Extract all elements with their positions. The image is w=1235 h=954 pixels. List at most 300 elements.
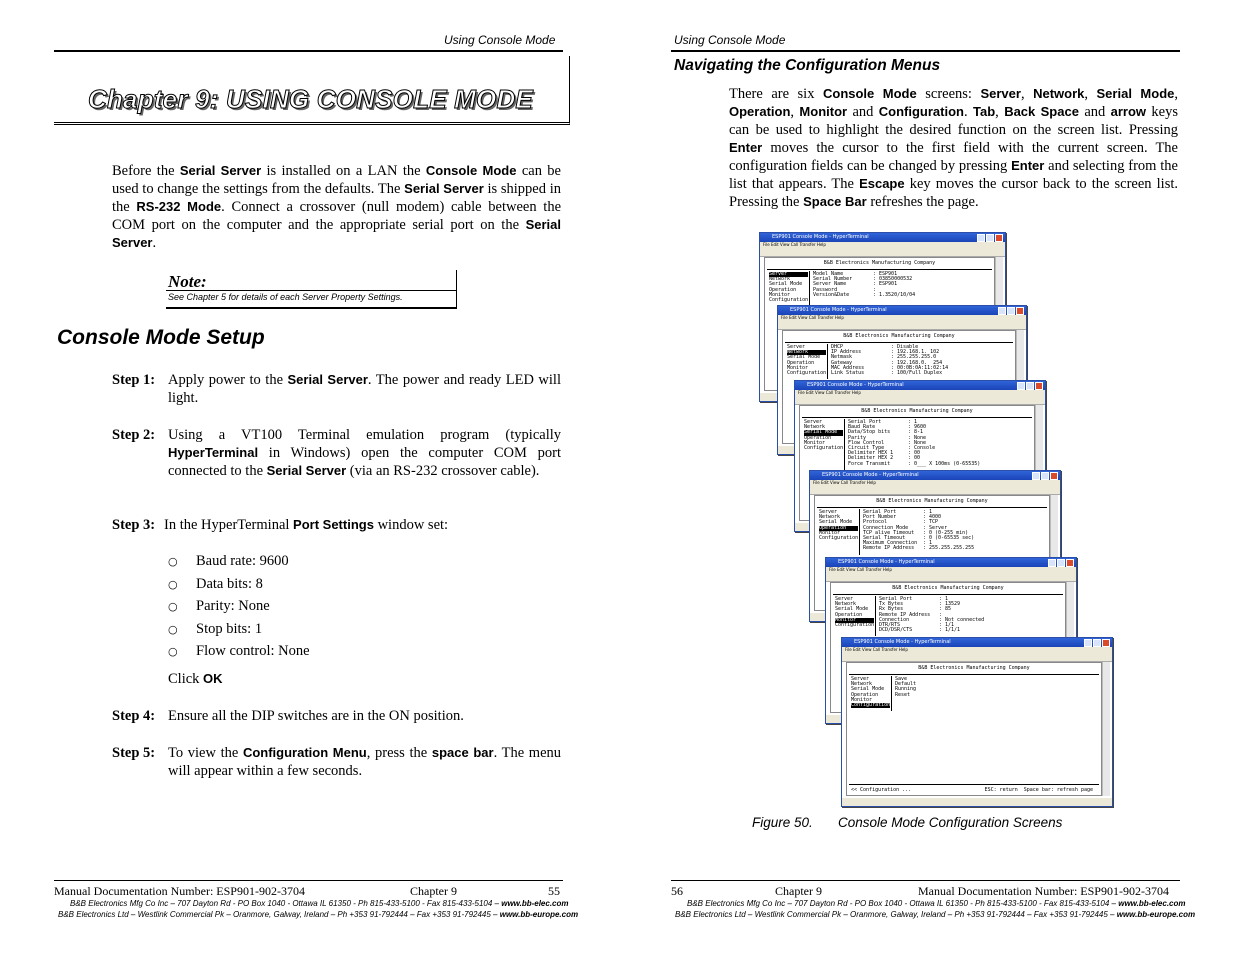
terminal-menu-item[interactable]: Server [835, 596, 854, 602]
footer-link-eu[interactable]: www.bb-europe.com [499, 910, 579, 919]
terminal-footer [851, 788, 1097, 793]
terminal-company-header: B&B Electronics Manufacturing Company [823, 260, 936, 266]
text-run: is installed on a LAN the [261, 163, 426, 179]
intro-paragraph [112, 162, 561, 252]
step-2 [112, 426, 561, 480]
text-run: Space Bar [803, 194, 867, 209]
window-controls [1031, 472, 1058, 484]
text-run: To view the [168, 745, 243, 761]
terminal-separator [785, 342, 1013, 343]
footer-address-us-right: B&B Electronics Mfg Co Inc – 707 Dayton Rd - PO Box 1040 - Ottawa IL 61350 - Ph 815-433-5100 - Fax 815-433-5104 – www.bb-elec.com [687, 899, 1186, 908]
running-head-right: Using Console Mode [674, 33, 786, 47]
close-icon[interactable] [1050, 472, 1058, 480]
terminal-field-label: Maximum Connection [863, 540, 918, 547]
terminal-field-label: Data/Stop bits [848, 429, 891, 436]
terminal-menu-item[interactable]: Monitor [835, 618, 874, 623]
terminal-field-label: Serial Port [879, 596, 913, 602]
terminal-menu-list [851, 677, 890, 708]
section-title-console-mode-setup: Console Mode Setup [57, 326, 265, 349]
text-run: refreshes the page. [866, 194, 979, 210]
text-run: Escape [859, 176, 905, 191]
terminal-company-header: B&B Electronics Manufacturing Company [861, 408, 973, 414]
terminal-field-label: Baud Rate [848, 424, 876, 431]
terminal-field-value[interactable]: : [939, 611, 943, 618]
text-run: is shipped in the [112, 181, 561, 215]
terminal-field-label: Rx Bytes [879, 606, 904, 613]
window-title-bar [778, 306, 1026, 315]
terminal-column-divider [809, 271, 810, 306]
text-run: In the HyperTerminal [164, 517, 294, 533]
terminal-field-values [923, 510, 974, 552]
step-text [168, 371, 561, 407]
terminal-field-value[interactable]: : 255.255.255.255 [923, 545, 975, 552]
right-page [617, 0, 1235, 954]
window-controls [976, 234, 1003, 246]
terminal-menu-item[interactable]: Network [787, 350, 826, 355]
terminal-field-value[interactable]: : ESP901 [873, 281, 898, 288]
terminal-field-label: Serial Number [813, 276, 853, 283]
terminal-field-value[interactable]: : 255.255.255.0 [891, 354, 937, 361]
terminal-field-label: Flow Control [848, 439, 885, 446]
step-label: Step 1: [112, 372, 156, 388]
terminal-field-labels [848, 420, 893, 467]
maximize-icon[interactable] [1041, 472, 1049, 480]
footer-chapter-right: Chapter 9 [775, 884, 822, 898]
terminal-field-label: Remote IP Address [863, 545, 915, 552]
terminal-menu-item[interactable]: Configuration [804, 445, 844, 452]
terminal-field-label: DCD/DSR/CTS [879, 627, 913, 634]
terminal-field-label: Connection Mode [863, 524, 909, 531]
text-run: Serial Server [112, 217, 561, 250]
text-run: Console Mode [822, 86, 917, 101]
minimize-icon[interactable] [977, 234, 985, 242]
terminal-area [846, 662, 1102, 796]
text-run: , [995, 104, 1005, 120]
terminal-field-value[interactable]: : 00:0B:0A:11:02:14 [891, 364, 949, 371]
text-run: , [1020, 86, 1034, 102]
text-run: , [1174, 86, 1178, 102]
text-run: Back Space [1004, 104, 1079, 119]
window-menu-bar: File Edit View Call Transfer Help [810, 480, 1060, 486]
terminal-menu-item[interactable]: Monitor [804, 439, 826, 446]
terminal-menu-list [835, 597, 874, 628]
terminal-field-value[interactable]: : 00 [908, 455, 921, 462]
text-run: in Windows) open the computer COM port connected to the [168, 445, 561, 479]
terminal-menu-list [787, 345, 826, 376]
window-toolbar [810, 486, 1060, 495]
footer-chapter: Chapter 9 [410, 884, 457, 898]
terminal-field-value[interactable]: : [873, 286, 877, 293]
text-run: There are six [729, 86, 823, 102]
terminal-field-value[interactable]: : 1 [939, 596, 949, 602]
terminal-menu-item[interactable]: Serial Mode [804, 430, 843, 435]
terminal-field-label: Serial Port [863, 509, 897, 515]
terminal-field-label: Serial Port [848, 419, 882, 425]
terminal-field-label: Circuit Type [848, 445, 885, 452]
text-run: HyperTerminal [168, 445, 259, 460]
terminal-field-value[interactable]: : 1 [908, 419, 918, 425]
header-rule [54, 50, 563, 52]
text-run: . The power and ready LED will light. [168, 372, 561, 406]
terminal-field-value[interactable]: : 13529 [939, 601, 961, 608]
terminal-menu-item[interactable]: Serial Mode [819, 519, 853, 526]
window-toolbar [778, 321, 1026, 330]
footer-link-us[interactable]: www.bb-elec.com [501, 899, 569, 908]
terminal-field-value[interactable]: : Disable [891, 344, 919, 350]
terminal-field-value[interactable]: : 03850000532 [873, 276, 913, 283]
terminal-menu-item[interactable]: Monitor [851, 696, 873, 703]
window-title-bar [826, 558, 1076, 567]
terminal-field-value[interactable]: : ESP901 [873, 271, 898, 277]
terminal-field-label: Port Number [863, 514, 897, 521]
text-run: Serial Mode [1096, 86, 1175, 101]
footer-link-us-right[interactable]: www.bb-elec.com [1118, 899, 1186, 908]
terminal-separator [767, 269, 992, 270]
close-icon[interactable] [1016, 307, 1024, 315]
text-run: (via an RS-232 crossover cable). [346, 463, 540, 479]
terminal-menu-item[interactable]: Serial Mode [851, 686, 885, 693]
terminal-footer-right: ESC: return Space bar: refresh page [984, 786, 1093, 793]
figure-console-screens [759, 232, 1119, 807]
terminal-field-value[interactable]: : 192.168.0. 254 [891, 359, 943, 366]
terminal-menu-item[interactable]: Network [769, 276, 791, 283]
text-run: Serial Server [287, 372, 368, 387]
footer-page-number: 55 [548, 884, 560, 898]
terminal-menu-item[interactable]: Configuration [851, 702, 891, 709]
terminal-field-value[interactable]: : 1/1/1 [939, 627, 961, 634]
terminal-field-value[interactable]: : 1 [923, 509, 933, 515]
terminal-field-values [939, 597, 984, 633]
console-window-6 [841, 637, 1113, 807]
window-title: ESP901 Console Mode - HyperTerminal [790, 307, 887, 313]
terminal-separator [802, 417, 1032, 418]
figure-label: Figure 50. [752, 815, 813, 830]
terminal-field-label: Delimiter HEX 1 [848, 450, 894, 457]
text-run: . The menu will appear within a few seconds. [168, 745, 562, 779]
window-menu-bar: File Edit View Call Transfer Help [842, 647, 1112, 653]
terminal-menu-item[interactable]: Configuration [835, 622, 875, 629]
terminal-field-label: Reset [895, 691, 911, 698]
terminal-field-value[interactable]: : Console [908, 445, 936, 452]
maximize-icon[interactable] [1057, 559, 1065, 567]
footer-rule [54, 880, 563, 881]
terminal-field-label: Netmask [831, 354, 853, 361]
text-run: Apply power to the [168, 372, 288, 388]
text-run: . Connect a crossover (null modem) cable between the COM port on the computer and the appropriate serial port on the [112, 199, 562, 233]
terminal-menu-item[interactable]: Server [787, 344, 806, 350]
window-title-bar [810, 471, 1060, 480]
terminal-field-label: Force Transmit [848, 460, 891, 467]
text-run: moves the cursor to the first field with the current screen. The configuration fields can be changed by pressing [729, 140, 1178, 174]
terminal-field-value[interactable]: : 1/1 [939, 622, 955, 629]
terminal-menu-item[interactable]: Server [769, 272, 808, 277]
text-run: . [152, 235, 157, 251]
terminal-menu-item[interactable]: Configuration [787, 370, 827, 377]
close-icon[interactable] [1102, 639, 1110, 647]
note-title: Note: [168, 272, 207, 291]
terminal-field-label: MAC Address [831, 364, 865, 371]
terminal-company-header: B&B Electronics Manufacturing Company [843, 333, 955, 339]
terminal-field-label: Parity [848, 434, 867, 441]
terminal-field-label: Version&Date [813, 291, 850, 298]
window-title-bar [795, 381, 1045, 390]
text-run: Server [980, 86, 1021, 101]
terminal-menu-item[interactable]: Serial Mode [769, 281, 803, 288]
terminal-field-value[interactable]: : 1 [923, 540, 933, 547]
step-text [164, 516, 561, 534]
text-run: RS-232 Mode [136, 199, 222, 214]
window-title-bar [760, 233, 1005, 242]
terminal-menu-item[interactable]: Server [804, 419, 823, 425]
terminal-field-value[interactable]: : 8-1 [908, 429, 924, 436]
navigation-paragraph [729, 85, 1178, 211]
text-run: Configuration [878, 104, 964, 119]
window-menu-bar: File Edit View Call Transfer Help [826, 567, 1076, 573]
text-run: and [1078, 104, 1111, 120]
terminal-field-value[interactable]: : None [908, 434, 927, 441]
text-run: Ensure all the DIP switches are in the ON position. [168, 708, 464, 724]
terminal-field-label: DHCP [831, 344, 844, 350]
terminal-field-value[interactable]: : 00 [908, 450, 921, 457]
scrollbar [1102, 662, 1110, 796]
terminal-field-value[interactable]: : 85 [939, 606, 952, 613]
terminal-field-value[interactable]: : None [908, 439, 927, 446]
terminal-separator [817, 507, 1047, 508]
terminal-field-label: Connection [879, 616, 910, 623]
step-text [168, 744, 561, 780]
window-controls [1083, 639, 1110, 651]
terminal-field-label: Remote IP Address [879, 611, 931, 618]
text-run: Network [1033, 86, 1085, 101]
terminal-field-value[interactable]: : 4000 [923, 514, 942, 521]
running-head-left: Using Console Mode [444, 33, 556, 47]
footer-address-us: B&B Electronics Mfg Co Inc – 707 Dayton Rd - PO Box 1040 - Ottawa IL 61350 - Ph 815-433-5100 - Fax 815-433-5104 – www.bb-elec.com [70, 899, 569, 908]
window-title: ESP901 Console Mode - HyperTerminal [807, 382, 904, 388]
terminal-field-label: Tx Bytes [879, 601, 904, 608]
window-title: ESP901 Console Mode - HyperTerminal [854, 639, 951, 645]
terminal-menu-item[interactable]: Operation [804, 434, 832, 441]
minimize-icon[interactable] [998, 307, 1006, 315]
terminal-field-value[interactable]: : 0 (0-255 min) [923, 529, 969, 536]
terminal-menu-item[interactable]: Operation [769, 286, 797, 293]
terminal-menu-item[interactable]: Network [835, 601, 857, 608]
terminal-menu-item[interactable]: Operation [819, 526, 858, 531]
terminal-field-label: Default [895, 681, 917, 688]
text-run: Console Mode [425, 163, 517, 178]
text-run: window set: [373, 517, 449, 533]
terminal-field-value[interactable]: : 100/Full Duplex [891, 370, 943, 377]
text-run: Serial Server [179, 163, 262, 178]
text-run: can be used to change the settings from the defaults. The [112, 163, 561, 197]
step-1 [112, 371, 561, 407]
window-toolbar [842, 653, 1112, 662]
terminal-menu-list [804, 420, 843, 451]
terminal-company-header: B&B Electronics Manufacturing Company [876, 498, 988, 504]
text-run: Serial Server [404, 181, 484, 196]
terminal-field-label: DTR/RTS [879, 622, 901, 629]
terminal-field-label: IP Address [831, 349, 862, 356]
terminal-field-value[interactable]: : 9600 [908, 424, 927, 431]
window-controls [1047, 559, 1074, 571]
terminal-field-value[interactable]: : 1.3520/10/04 [873, 291, 916, 298]
footer-address-eu-right: B&B Electronics Ltd – Westlink Commercial Pk – Oranmore, Galway, Ireland – Ph +353 91-792444 – Fax +353 91-792445 – www.bb-europe.com [675, 910, 1196, 919]
note-text: See Chapter 5 for details of each Server Property Settings. [168, 292, 403, 302]
text-run: Enter [1011, 158, 1045, 173]
terminal-menu-item[interactable]: Configuration [819, 535, 859, 542]
maximize-icon[interactable] [1007, 307, 1015, 315]
terminal-bottom-rule [849, 784, 1099, 785]
terminal-field-label: Running [895, 686, 917, 693]
terminal-field-label: Password [813, 286, 838, 293]
terminal-field-label: Protocol [863, 519, 888, 526]
terminal-field-label: TCP alive Timeout [863, 529, 915, 536]
terminal-field-value[interactable]: : TCP [923, 519, 939, 526]
text-run: Operation [729, 104, 791, 119]
text-run: Monitor [799, 104, 848, 119]
section-title-navigating: Navigating the Configuration Menus [674, 57, 941, 74]
footer-address-eu: B&B Electronics Ltd – Westlink Commercial Pk – Oranmore, Galway, Ireland – Ph +353 91-792444 – Fax +353 91-792445 – www.bb-europe.com [58, 910, 579, 919]
step-3 [112, 516, 561, 534]
terminal-menu-item[interactable]: Serial Mode [835, 606, 869, 613]
terminal-field-label: Save [895, 676, 908, 682]
maximize-icon[interactable] [1026, 382, 1034, 390]
terminal-menu-item[interactable]: Operation [835, 611, 863, 618]
window-menu-bar: File Edit View Call Transfer Help [760, 242, 1005, 248]
text-run: Serial Server [266, 463, 347, 478]
minimize-icon[interactable] [1017, 382, 1025, 390]
terminal-company-header: B&B Electronics Manufacturing Company [892, 585, 1004, 591]
terminal-footer-left: << Configuration ... [851, 786, 912, 793]
step-label: Step 2: [112, 427, 156, 443]
terminal-menu-item[interactable]: Operation [787, 359, 815, 366]
maximize-icon[interactable] [1093, 639, 1101, 647]
window-status-bar [842, 798, 1112, 806]
text-run: key moves the cursor back to the screen list. Pressing the [729, 176, 1178, 210]
terminal-field-labels [879, 597, 930, 633]
terminal-field-value[interactable]: : 0 (0-65535 sec) [923, 535, 975, 542]
chapter-title: Chapter 9: USING CONSOLE MODE [88, 84, 533, 114]
terminal-field-value[interactable]: : 192.168.1. 102 [891, 349, 940, 356]
terminal-field-values [908, 420, 980, 467]
window-toolbar [795, 396, 1045, 405]
terminal-field-values [873, 272, 915, 298]
text-run: Before the [112, 163, 180, 179]
minimize-icon[interactable] [1048, 559, 1056, 567]
figure-caption: Console Mode Configuration Screens [838, 815, 1063, 830]
terminal-field-labels [863, 510, 917, 552]
click-ok-line: Click OK [168, 671, 223, 687]
terminal-field-value[interactable]: : Server [923, 524, 948, 531]
maximize-icon[interactable] [986, 234, 994, 242]
terminal-menu-item[interactable]: Configuration [769, 297, 809, 304]
terminal-separator [833, 594, 1063, 595]
step-5 [112, 744, 561, 780]
terminal-field-value[interactable]: : 0___ X 100ms (0-65535) [908, 460, 981, 467]
window-menu-bar: File Edit View Call Transfer Help [778, 315, 1026, 321]
note-divider [166, 290, 456, 291]
terminal-field-label: Model Name [813, 271, 844, 277]
minimize-icon[interactable] [1084, 639, 1092, 647]
window-title-bar [842, 638, 1112, 647]
text-run: and selecting from the list that appears. The [729, 158, 1178, 192]
step-label: Step 5: [112, 745, 156, 761]
left-page: Using Console Mode Chapter 9: USING CONSOLE MODE Before the Serial Server is installed on a LAN the Console Mode can be used to change the settings from the defaults. The Serial Server is shipped in the RS-232 Mode. Connect a crossover (null modem) cable between the COM port on the computer and the appropriate serial port on the Serial Server. Note: See Chapter 5 for details of each Server Property Settings. Console Mode Setup Step 1: Apply power to the Serial Server. The power and ready LED will light. Step 2: Using a VT100 Terminal emulation program (typically HyperTerminal in Windows) open the computer COM port connected to the Serial Server (via an RS-232 crossover cable). Step 3: In the HyperTerminal Port Settings window set: ○ Baud rate: 9600 ○ Data bits: 8 ○ Parity: None ○ Stop bits: 1 ○ Flow control: None Click OK Step 4: Ensure all the DIP switches are in the ON position. Step 5: To view the Configuration Menu, press the space bar. The menu will appear within a few seconds. Manual Documentation Number: ESP901-902-3704 Chapter 9 55 B&B Electronics Mfg Co Inc – 707 Dayton Rd - PO Box 1040 - Ottawa IL 61350 - Ph 815-433-5100 - Fax 815-433-5104 – www.bb-elec.com B&B Electronics Ltd – Westlink Commercial Pk – Oranmore, Galway, Ireland – Ph +353 91-792444 – Fax +353 91-792445 – www.bb-europe.com [54, 33, 579, 919]
text-run: arrow [1110, 104, 1147, 119]
text-run: Port Settings [293, 517, 374, 532]
window-menu-bar: File Edit View Call Transfer Help [795, 390, 1045, 396]
terminal-field-value[interactable]: : Not connected [939, 616, 985, 623]
terminal-menu-item[interactable]: Network [819, 514, 841, 521]
close-icon[interactable] [995, 234, 1003, 242]
ok-label: OK [203, 671, 223, 686]
minimize-icon[interactable] [1032, 472, 1040, 480]
terminal-field-label: Server Name [813, 281, 847, 288]
terminal-menu-list [769, 272, 808, 303]
header-rule-right [671, 50, 1180, 52]
terminal-field-label: Link Status [831, 370, 865, 377]
text-run: and [847, 104, 879, 120]
terminal-column-divider [844, 419, 845, 470]
window-title: ESP901 Console Mode - HyperTerminal [838, 559, 935, 565]
terminal-column-divider [875, 596, 876, 636]
text-run: space bar [431, 745, 494, 760]
step-label: Step 3: [112, 517, 156, 533]
terminal-menu-item[interactable]: Monitor [787, 364, 809, 371]
terminal-menu-item[interactable]: Operation [851, 691, 879, 698]
text-run: . [964, 104, 974, 120]
terminal-field-labels [831, 345, 864, 376]
window-toolbar [826, 573, 1076, 582]
text-run: Tab [973, 104, 996, 119]
text-run: , [790, 104, 800, 120]
terminal-menu-item[interactable]: Server [819, 509, 838, 515]
terminal-field-label: Serial Timeout [863, 535, 906, 542]
terminal-menu-list [819, 510, 858, 541]
footer-link-eu-right[interactable]: www.bb-europe.com [1116, 910, 1196, 919]
footer-doc-number: Manual Documentation Number: ESP901-902-3704 [54, 884, 305, 898]
terminal-menu-item[interactable]: Monitor [769, 291, 791, 298]
close-icon[interactable] [1066, 559, 1074, 567]
text-run: screens: [916, 86, 981, 102]
terminal-field-label: Gateway [831, 359, 853, 366]
text-run: , press the [366, 745, 432, 761]
terminal-field-labels [813, 272, 852, 298]
text-run: keys can be used to highlight the desired function on the screen list. Pressing [729, 104, 1179, 138]
terminal-separator [849, 674, 1099, 675]
close-icon[interactable] [1035, 382, 1043, 390]
terminal-field-label: Delimiter HEX 2 [848, 455, 894, 462]
terminal-menu-item[interactable]: Network [804, 424, 826, 431]
footer-doc-number-right: Manual Documentation Number: ESP901-902-3704 [918, 884, 1169, 898]
window-controls [997, 307, 1024, 319]
window-title: ESP901 Console Mode - HyperTerminal [772, 234, 869, 240]
terminal-field-values [891, 345, 948, 376]
text-run: , [1084, 86, 1097, 102]
terminal-menu-item[interactable]: Monitor [819, 529, 841, 536]
step-4 [112, 707, 561, 725]
terminal-menu-item[interactable]: Network [851, 681, 873, 688]
footer-rule-right [671, 880, 1180, 881]
terminal-column-divider [891, 676, 892, 711]
footer-page-number-right: 56 [671, 884, 683, 898]
terminal-menu-item[interactable]: Server [851, 676, 870, 682]
text-run: Configuration Menu [242, 745, 367, 760]
text-run: Enter [729, 140, 763, 155]
terminal-company-header: B&B Electronics Manufacturing Company [918, 665, 1030, 671]
terminal-column-divider [827, 344, 828, 379]
terminal-menu-item[interactable]: Serial Mode [787, 354, 821, 361]
window-title: ESP901 Console Mode - HyperTerminal [822, 472, 919, 478]
